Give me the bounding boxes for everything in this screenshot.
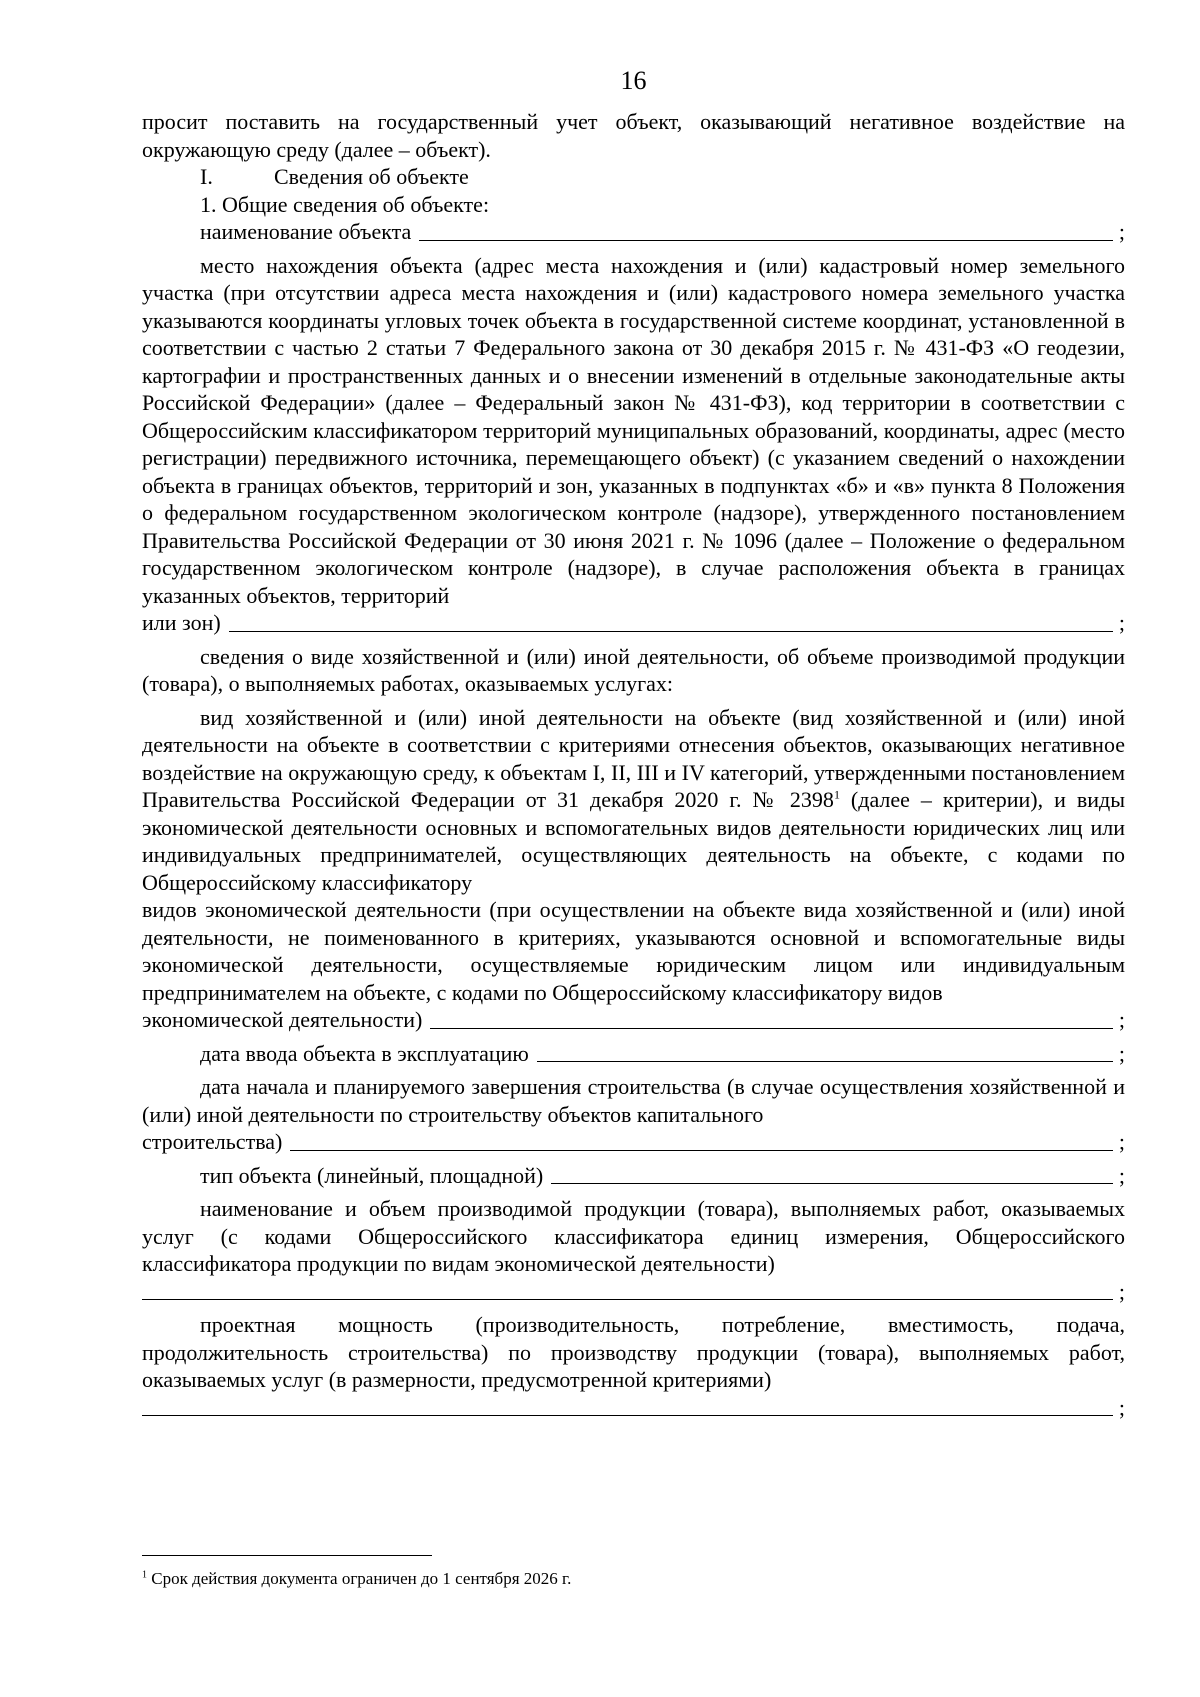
semicolon: ; xyxy=(1118,1394,1125,1420)
activity-type-paragraph xyxy=(142,704,1125,897)
object-name-field[interactable] xyxy=(142,218,1125,246)
footnote-separator xyxy=(142,1555,432,1556)
products-blank[interactable] xyxy=(142,1299,1113,1300)
semicolon: ; xyxy=(1118,1278,1125,1304)
object-name-label: наименование объекта xyxy=(200,219,412,244)
products-paragraph: наименование и объем производимой продукции (товара), выполняемых работ, оказываемых услуг (с кодами Общероссийского классификатора единиц измерения, Общероссийского классификатора продукции по видам экономической деятельности) xyxy=(142,1196,1125,1276)
activity-type-blank[interactable] xyxy=(430,1027,1113,1029)
object-type-label: тип объекта (линейный, площадной) xyxy=(200,1162,544,1188)
document-page xyxy=(142,64,1125,1421)
construction-dates-tail: строительства) xyxy=(142,1129,283,1154)
commissioning-date-label: дата ввода объекта в эксплуатацию xyxy=(200,1040,529,1066)
page-number: 16 xyxy=(620,66,647,95)
location-blank[interactable] xyxy=(229,630,1113,632)
subsection-heading: 1. Общие сведения об объекте: xyxy=(200,191,490,217)
capacity-field[interactable] xyxy=(142,1394,1125,1422)
location-tail: или зон) xyxy=(142,610,221,635)
activity-type-tail: экономической деятельности) xyxy=(142,1007,423,1032)
section-title: Сведения об объекте xyxy=(274,164,469,189)
section-heading xyxy=(142,163,1125,191)
semicolon: ; xyxy=(1118,1129,1125,1154)
commissioning-date-field[interactable] xyxy=(142,1040,1125,1068)
capacity-blank[interactable] xyxy=(142,1415,1113,1416)
construction-dates-field[interactable] xyxy=(142,1128,1125,1156)
semicolon: ; xyxy=(1118,1040,1125,1066)
activity-intro: сведения о виде хозяйственной и (или) иной деятельности, об объеме производимой продукции (товара), о выполняемых работах, оказываемых услугах: xyxy=(142,643,1125,696)
section-number: I. xyxy=(200,164,213,189)
semicolon: ; xyxy=(1118,610,1125,635)
footnote xyxy=(142,1568,571,1590)
activity-type-text-b: (далее – критерии), и виды экономической деятельности основных и вспомогательных видов деятельности юридических лиц или индивидуальных предпринимателей, осуществляющих деятельность на объекте, с кодами по Общероссийскому классификатору xyxy=(142,787,1126,895)
location-paragraph: место нахождения объекта (адрес места нахождения и (или) кадастровый номер земельного участка (при отсутствии адреса места нахождения и (или) кадастрового номера земельного участка указываются координаты угловых точек объекта в государственной системе координат, установленной в соответствии с частью 2 статьи 7 Федерального закона от 30 декабря 2015 г. № 431-ФЗ «О геодезии, картографии и пространственных данных и о внесении изменений в отдельные законодательные акты Российской Федерации» (далее – Федеральный закон № 431-ФЗ), код территории в соответствии с Общероссийским классификатором территорий муниципальных образований, координаты, адрес (место регистрации) передвижного источника, перемещающего объект) (с указанием сведений о нахождении объекта в границах объектов, территорий и зон, указанных в подпунктах «б» и «в» пункта 8 Положения о федеральном государственном экологическом контроле (надзоре), утвержденного постановлением Правительства Российской Федерации от 30 июня 2021 г. № 1096 (далее – Положение о федеральном государственном экологическом контроле (надзоре), в случае расположения объекта в границах указанных объектов, территорий xyxy=(142,252,1125,608)
construction-dates-blank[interactable] xyxy=(290,1149,1112,1151)
footnote-marker: 1 xyxy=(142,1569,147,1581)
object-type-field[interactable] xyxy=(142,1162,1125,1190)
semicolon: ; xyxy=(1118,1162,1125,1188)
capacity-paragraph: проектная мощность (производительность, потребление, вместимость, подача, продолжительность строительства) по производству продукции (товара), выполняемых работ, оказываемых услуг (в размерности, предусмотренной критериями) xyxy=(142,1312,1125,1392)
object-name-blank[interactable] xyxy=(419,239,1113,241)
object-type-blank[interactable] xyxy=(551,1182,1113,1184)
semicolon: ; xyxy=(1118,1007,1125,1032)
footnote-reference[interactable]: 1 xyxy=(833,787,840,802)
activity-type-paragraph-continued: видов экономической деятельности (при осуществлении на объекте вида хозяйственной и (или) иной деятельности, не поименованного в критериях, указываются основной и вспомогательные виды экономической деятельности, осуществляемые юридическим лицом или индивидуальным предпринимателем на объекте, с кодами по Общероссийскому классификатору видов xyxy=(142,897,1125,1005)
construction-dates-paragraph: дата начала и планируемого завершения строительства (в случае осуществления хозяйственной и (или) иной деятельности по строительству объектов капитального xyxy=(142,1074,1125,1127)
products-field[interactable] xyxy=(142,1278,1125,1306)
semicolon: ; xyxy=(1118,219,1125,244)
location-field[interactable] xyxy=(142,609,1125,637)
activity-type-field[interactable] xyxy=(142,1006,1125,1034)
activity-type-text-a: вид хозяйственной и (или) иной деятельности на объекте (вид хозяйственной и (или) иной деятельности на объекте в соответствии с критериями отнесения объектов, оказывающих негативное воздействие на окружающую среду, к объектам I, II, III и IV категорий, утвержденными постановлением Правительства Российской Федерации от 31 декабря 2020 г. № 2398 xyxy=(142,704,1125,812)
commissioning-date-blank[interactable] xyxy=(537,1060,1113,1062)
footnote-text: Срок действия документа ограничен до 1 сентября 2026 г. xyxy=(147,1569,572,1588)
intro-paragraph: просит поставить на государственный учет объект, оказывающий негативное воздействие на окружающую среду (далее – объект). xyxy=(142,109,1125,162)
